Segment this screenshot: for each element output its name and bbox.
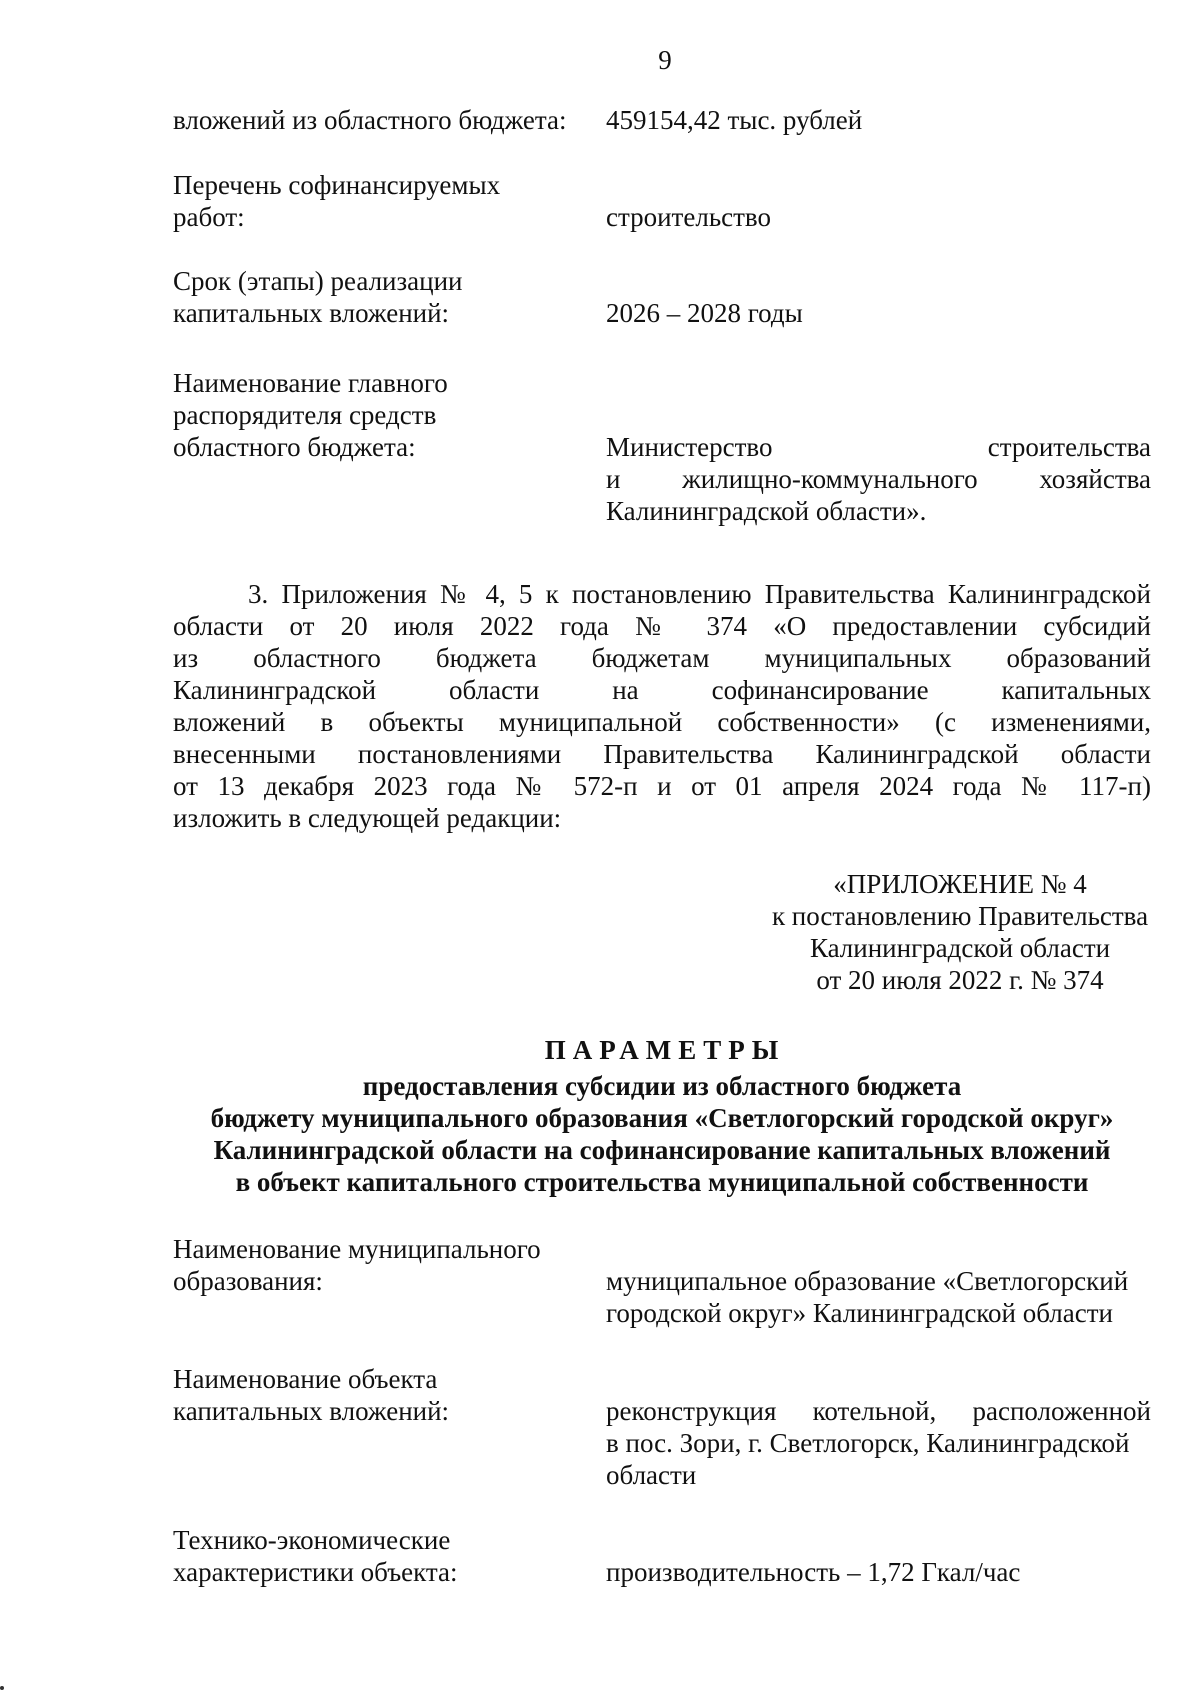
municipality-label-line: Наименование муниципального — [173, 1234, 541, 1264]
term-label — [173, 265, 613, 329]
appendix-line: Калининградской области — [809, 933, 1111, 963]
paragraph-line: от 13 декабря 2023 года № 572-п и от 01 апреля 2024 года № 117-п) — [173, 771, 1151, 801]
term-label-line: капитальных вложений: — [173, 298, 450, 328]
works-label-line: работ: — [173, 202, 245, 232]
object-value — [606, 1395, 1151, 1491]
tech-label-line: характеристики объекта: — [173, 1557, 458, 1587]
term-value: 2026 – 2028 годы — [606, 298, 803, 328]
appendix-line: от 20 июля 2022 г. № 374 — [816, 965, 1104, 995]
paragraph-line: области от 20 июля 2022 года № 374 «О предоставлении субсидий — [173, 611, 1151, 641]
appendix-line: к постановлению Правительства — [771, 901, 1149, 931]
object-value-line: области — [606, 1460, 697, 1490]
municipality-value — [606, 1265, 1151, 1329]
term-label-line: Срок (этапы) реализации — [173, 266, 463, 296]
manager-value — [606, 431, 1151, 527]
object-label — [173, 1363, 613, 1427]
paragraph-line: 3. Приложения № 4, 5 к постановлению Правительства Калининградской — [248, 579, 1151, 609]
investment-label: вложений из областного бюджета: — [173, 105, 567, 135]
manager-label-line: областного бюджета: — [173, 432, 416, 462]
appendix-header — [700, 868, 1200, 996]
works-label — [173, 169, 613, 233]
params-subtitle-line: предоставления субсидии из областного бюджета — [362, 1071, 962, 1101]
manager-label — [173, 367, 613, 463]
paragraph-line: Калининградской области на софинансирование капитальных — [173, 675, 1151, 705]
scan-speck — [0, 1686, 4, 1690]
params-subtitle-line: Калининградской области на софинансирование капитальных вложений — [213, 1135, 1111, 1165]
appendix-line: «ПРИЛОЖЕНИЕ № 4 — [833, 869, 1087, 899]
manager-value-line: и жилищно-коммунального хозяйства — [606, 464, 1151, 494]
investment-value: 459154,42 тыс. рублей — [606, 105, 863, 135]
params-subtitle-line: в объект капитального строительства муниципальной собственности — [235, 1167, 1089, 1197]
municipality-value-line: городской округ» Калининградской области — [606, 1298, 1114, 1328]
object-label-line: Наименование объекта — [173, 1364, 438, 1394]
params-subtitle-line: бюджету муниципального образования «Светлогорский городской округ» — [210, 1103, 1114, 1133]
tech-label — [173, 1524, 613, 1588]
manager-value-line: Министерство строительства — [606, 432, 1151, 462]
paragraph-line: изложить в следующей редакции: — [173, 803, 562, 833]
tech-value: производительность – 1,72 Гкал/час — [606, 1557, 1021, 1587]
paragraph-line: из областного бюджета бюджетам муниципальных образований — [173, 643, 1151, 673]
object-value-line: в пос. Зори, г. Светлогорск, Калининградской — [606, 1428, 1130, 1458]
municipality-label-line: образования: — [173, 1266, 323, 1296]
object-label-line: капитальных вложений: — [173, 1396, 450, 1426]
params-subtitle — [173, 1070, 1151, 1198]
page-number: 9 — [658, 45, 672, 75]
paragraph-3 — [173, 578, 1151, 834]
params-title: ПАРАМЕТРЫ — [544, 1035, 786, 1065]
municipality-label — [173, 1233, 613, 1297]
tech-label-line: Технико-экономические — [173, 1525, 451, 1555]
manager-label-line: распорядителя средств — [173, 400, 437, 430]
manager-value-line: Калининградской области». — [606, 496, 927, 526]
paragraph-line: вложений в объекты муниципальной собственности» (с изменениями, — [173, 707, 1151, 737]
works-label-line: Перечень софинансируемых — [173, 170, 501, 200]
works-value: строительство — [606, 202, 771, 232]
municipality-value-line: муниципальное образование «Светлогорский — [606, 1266, 1129, 1296]
object-value-line: реконструкция котельной, расположенной — [606, 1396, 1151, 1426]
paragraph-line: внесенными постановлениями Правительства Калининградской области — [173, 739, 1151, 769]
manager-label-line: Наименование главного — [173, 368, 448, 398]
